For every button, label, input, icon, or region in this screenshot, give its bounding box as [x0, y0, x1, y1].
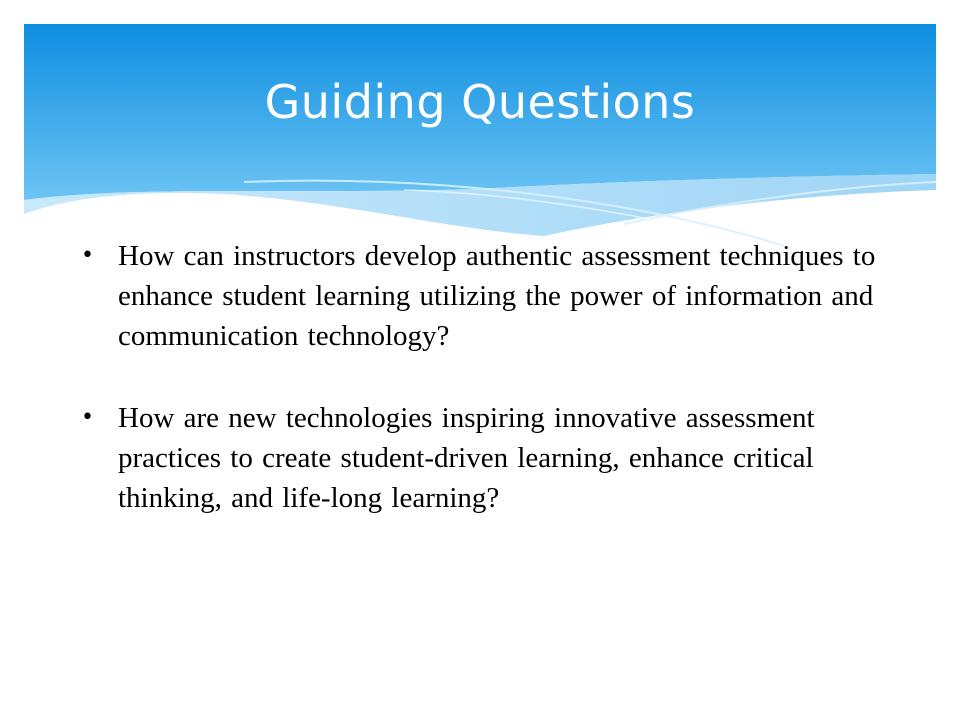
header-wave-graphic: [24, 24, 936, 256]
bullet-text: How can instructors develop authentic assessment techniques to enhance student learning utilizing the power of information and communication technology?: [118, 240, 876, 352]
bullet-item: [78, 236, 878, 356]
bullet-list: [78, 236, 878, 518]
header-banner: [24, 24, 936, 256]
bullet-dot-icon: •: [81, 243, 94, 268]
bullet-text: How are new technologies inspiring innovative assessment practices to create student-driven learning, enhance critical thinking, and life-long learning?: [118, 402, 815, 514]
slide-title: Guiding Questions: [264, 75, 696, 129]
bullet-dot-icon: •: [81, 405, 94, 430]
bullet-item: [78, 398, 878, 518]
